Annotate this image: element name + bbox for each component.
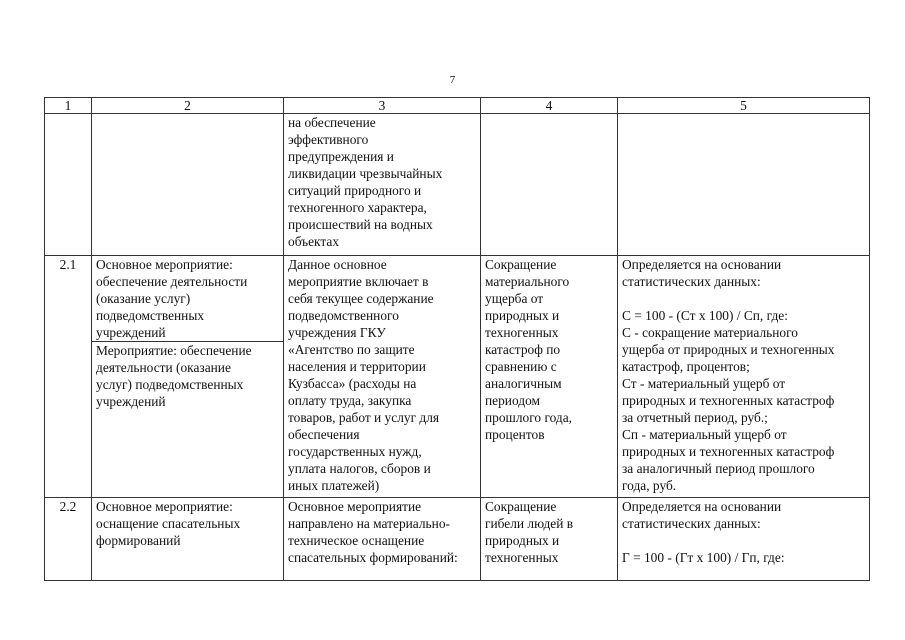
text-line: материального	[485, 274, 570, 289]
text-line: направлено на материально-	[288, 516, 450, 531]
text-line: Сп - материальный ущерб от	[622, 427, 787, 442]
text-line: обеспечение деятельности	[96, 274, 248, 289]
text-line: С = 100 - (Ст х 100) / Сп, где:	[622, 308, 788, 323]
table-row	[45, 256, 870, 342]
text-line: статистических данных:	[622, 516, 761, 531]
text-line: Мероприятие: обеспечение	[96, 343, 252, 358]
text-line: ликвидации чрезвычайных	[288, 166, 443, 181]
text-line: формирований	[96, 533, 181, 548]
text-line: уплата налогов, сборов и	[288, 461, 431, 476]
text-line: природных и техногенных катастроф	[622, 393, 835, 408]
cell-activity	[92, 342, 284, 498]
cell-activity	[92, 114, 284, 256]
text-line: обеспечения	[288, 427, 360, 442]
text-line: объектах	[288, 234, 340, 249]
text-line: статистических данных:	[622, 274, 761, 289]
cell-description	[284, 114, 481, 256]
cell-indicator	[481, 498, 618, 581]
text-line: техногенного характера,	[288, 200, 427, 215]
cell-indicator	[481, 256, 618, 498]
cell-activity	[92, 498, 284, 581]
cell-indicator	[481, 114, 618, 256]
column-header: 4	[481, 98, 618, 114]
text-line: периодом	[485, 393, 541, 408]
text-line: техническое оснащение	[288, 533, 425, 548]
text-line: прошлого года,	[485, 410, 573, 425]
cell-description	[284, 498, 481, 581]
text-line: Определяется на основании	[622, 257, 782, 272]
text-line: процентов	[485, 427, 545, 442]
text-line: гибели людей в	[485, 516, 574, 531]
text-line: С - сокращение материального	[622, 325, 798, 340]
text-line: за аналогичный период прошлого	[622, 461, 815, 476]
text-line: Сокращение	[485, 499, 557, 514]
text-line: спасательных формирований:	[288, 550, 458, 565]
cell-method	[618, 114, 870, 256]
text-line: природных и	[485, 533, 560, 548]
cell-num	[45, 114, 92, 256]
table-header-row	[45, 98, 870, 114]
text-line: учреждений	[96, 325, 166, 340]
text-line: техногенных	[485, 325, 559, 340]
text-line: ущерба от	[485, 291, 544, 306]
text-line: Сокращение	[485, 257, 557, 272]
column-header: 5	[618, 98, 870, 114]
text-line: иных платежей)	[288, 478, 380, 493]
cell-num: 2.2	[45, 498, 92, 581]
page-number: 7	[449, 74, 456, 86]
text-line: себя текущее содержание	[288, 291, 434, 306]
text-line: подведомственного	[288, 308, 399, 323]
text-line: учреждения ГКУ	[288, 325, 386, 340]
column-header: 3	[284, 98, 481, 114]
text-line: на обеспечение	[288, 115, 376, 130]
text-line: мероприятие включает в	[288, 274, 429, 289]
text-line: деятельности (оказание	[96, 360, 231, 375]
text-line: природных и техногенных катастроф	[622, 444, 835, 459]
text-line: аналогичным	[485, 376, 562, 391]
text-line: (оказание услуг)	[96, 291, 191, 306]
text-line: катастроф, процентов;	[622, 359, 750, 374]
text-line: подведомственных	[96, 308, 205, 323]
text-line	[622, 532, 865, 549]
text-line: техногенных	[485, 550, 559, 565]
text-line: оплату труда, закупка	[288, 393, 412, 408]
text-line: Г = 100 - (Гт х 100) / Гп, где:	[622, 550, 785, 565]
cell-activity	[92, 256, 284, 342]
text-line	[622, 290, 865, 307]
cell-description	[284, 256, 481, 498]
text-line: оснащение спасательных	[96, 516, 241, 531]
text-line: Основное мероприятие:	[96, 257, 233, 272]
document-table	[44, 97, 870, 581]
text-line: года, руб.	[622, 478, 677, 493]
text-line: происшествий на водных	[288, 217, 433, 232]
text-line: за отчетный период, руб.;	[622, 410, 768, 425]
table-row	[45, 498, 870, 581]
text-line: учреждений	[96, 394, 166, 409]
text-line: катастроф по	[485, 342, 561, 357]
text-line: «Агентство по защите	[288, 342, 415, 357]
text-line: предупреждения и	[288, 149, 394, 164]
text-line: сравнению с	[485, 359, 557, 374]
text-line: ущерба от природных и техногенных	[622, 342, 835, 357]
text-line: населения и территории	[288, 359, 426, 374]
text-line: Ст - материальный ущерб от	[622, 376, 786, 391]
cell-num: 2.1	[45, 256, 92, 498]
text-line: услуг) подведомственных	[96, 377, 244, 392]
table-row	[45, 114, 870, 256]
text-line: Основное мероприятие:	[96, 499, 233, 514]
cell-method	[618, 498, 870, 581]
column-header: 1	[45, 98, 92, 114]
text-line: Данное основное	[288, 257, 387, 272]
text-line: Кузбасса» (расходы на	[288, 376, 417, 391]
column-header: 2	[92, 98, 284, 114]
text-line: государственных нужд,	[288, 444, 422, 459]
text-line: Определяется на основании	[622, 499, 782, 514]
text-line: товаров, работ и услуг для	[288, 410, 440, 425]
text-line: Основное мероприятие	[288, 499, 422, 514]
text-line: эффективного	[288, 132, 369, 147]
text-line: ситуаций природного и	[288, 183, 422, 198]
text-line: природных и	[485, 308, 560, 323]
cell-method	[618, 256, 870, 498]
